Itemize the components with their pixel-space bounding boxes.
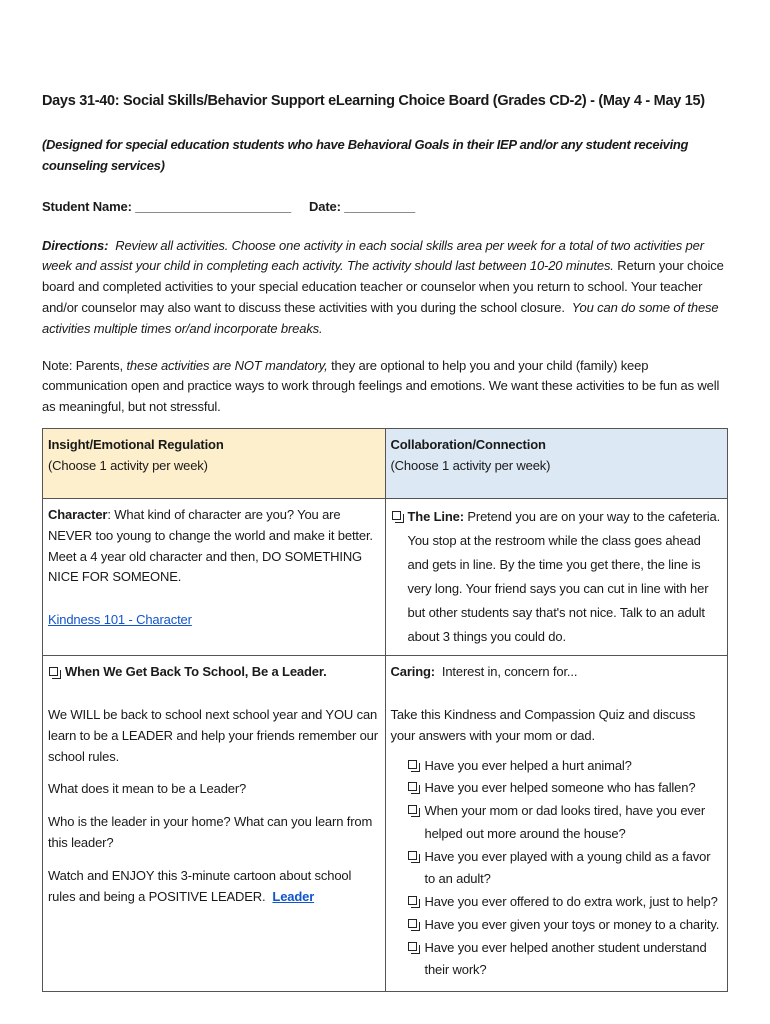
caring-label: Caring: [390, 664, 435, 680]
the-line-cell [385, 498, 728, 655]
caring-heading [391, 662, 722, 683]
checkbox-bullet-icon [408, 760, 417, 769]
note-start: Note: Parents, [42, 357, 123, 373]
quiz-item-text: Have you ever given your toys or money to a charity. [424, 916, 720, 932]
quiz-item-text: When your mom or dad looks tired, have you ever helped out more around the house? [424, 803, 706, 841]
character-body: : What kind of character are you? You are NEVER too young to change the world and make it better. Meet a 4 year old character and then, DO SOMETHING NICE FOR SOMEONE. [48, 506, 373, 585]
quiz-item-text: Have you ever helped another student understand their work? [424, 939, 707, 978]
checkbox-bullet-icon [392, 511, 401, 520]
quiz-item [407, 777, 722, 800]
quiz-item [407, 846, 722, 892]
leader-cell [43, 656, 386, 992]
choice-board-table [42, 428, 728, 992]
leader-paragraph-2: What does it mean to be a Leader? [48, 781, 247, 797]
kindness-quiz-list [407, 755, 722, 983]
insight-header-sub: (Choose 1 activity per week) [48, 457, 208, 473]
character-label: Character [48, 506, 108, 522]
quiz-item [407, 937, 722, 983]
the-line-text: Pretend you are on your way to the cafeteria. You stop at the restroom while the class goes ahead and gets in line. By the time you get there, the line is very long. Your friend says you can cut in line with her but other students say that's not nice. Talk to an adult about 3 things you could do. [407, 508, 721, 645]
checkbox-bullet-icon [408, 942, 417, 951]
the-line-label: The Line: [407, 508, 464, 524]
checkbox-bullet-icon [49, 667, 58, 676]
leader-heading: When We Get Back To School, Be a Leader. [65, 664, 327, 680]
leader-paragraph-3: Who is the leader in your home? What can you learn from this leader? [48, 814, 373, 851]
leader-paragraph-1: We WILL be back to school next school year and YOU can learn to be a LEADER and help your friends remember our school rules. [48, 707, 378, 764]
quiz-item [407, 755, 722, 778]
checkbox-bullet-icon [408, 919, 417, 928]
checkbox-bullet-icon [408, 782, 417, 791]
directions-paragraph [42, 236, 728, 340]
quiz-item-text: Have you ever helped someone who has fallen? [424, 780, 696, 796]
caring-intro: Take this Kindness and Compassion Quiz and discuss your answers with your mom or dad. [390, 707, 696, 743]
document-title: Days 31-40: Social Skills/Behavior Support eLearning Choice Board (Grades CD-2) - (May 4 - May 15) [42, 93, 705, 109]
student-name-field[interactable]: Student Name: ______________________ [42, 198, 292, 214]
leader-paragraph-4-text: Watch and ENJOY this 3-minute cartoon about school rules and being a POSITIVE LEADER. [48, 867, 352, 904]
collaboration-header-title: Collaboration/Connection [390, 436, 546, 452]
leader-paragraph-4 [48, 866, 379, 908]
leader-link[interactable]: Leader [272, 888, 315, 904]
the-line-item [391, 505, 722, 649]
document-subtitle: (Designed for special education students who have Behavioral Goals in their IEP and/or any student receiving counseling services) [42, 137, 689, 173]
date-field[interactable]: Date: __________ [309, 198, 416, 214]
character-cell [43, 498, 386, 655]
insight-header-title: Insight/Emotional Regulation [48, 436, 224, 452]
directions-plain: Return your choice board and completed activities to your special education teacher or counselor when you return to school. Your teacher and/or counselor may also want to discuss these activities with you during the school closure. [42, 258, 724, 315]
directions-italic: Review all activities. Choose one activity in each social skills area per week for a total of two activities per week and assist your child in completing each activity. The activity should last between 10-20 minutes. [42, 237, 704, 274]
note-italic: these activities are NOT mandatory, [126, 357, 328, 373]
quiz-item [407, 800, 722, 846]
checkbox-bullet-icon [408, 896, 417, 905]
insight-header [43, 428, 386, 498]
checkbox-bullet-icon [408, 851, 417, 860]
caring-cell [385, 656, 728, 992]
quiz-item [407, 914, 722, 937]
leader-heading-item [48, 662, 379, 683]
collaboration-header [385, 428, 728, 498]
kindness-101-link[interactable]: Kindness 101 - Character [48, 612, 192, 628]
note-rest: they are optional to help you and your child (family) keep communication open and practice ways to work through feelings and emotions. We want these activities to be fun as well as meaningful, but not stressful. [42, 357, 720, 415]
character-text [48, 505, 379, 588]
checkbox-bullet-icon [408, 805, 417, 814]
quiz-item-text: Have you ever offered to do extra work, just to help? [424, 894, 718, 910]
student-info-line [42, 197, 728, 218]
caring-label-rest: Interest in, concern for... [441, 664, 578, 680]
note-paragraph [42, 356, 728, 418]
directions-italic-end: You can do some of these activities multiple times or/and incorporate breaks. [42, 299, 719, 336]
collaboration-header-sub: (Choose 1 activity per week) [390, 457, 551, 473]
quiz-item-text: Have you ever helped a hurt animal? [424, 757, 632, 773]
quiz-item-text: Have you ever played with a young child as a favor to an adult? [424, 848, 711, 887]
quiz-item [407, 891, 722, 914]
directions-label: Directions: [42, 237, 109, 253]
